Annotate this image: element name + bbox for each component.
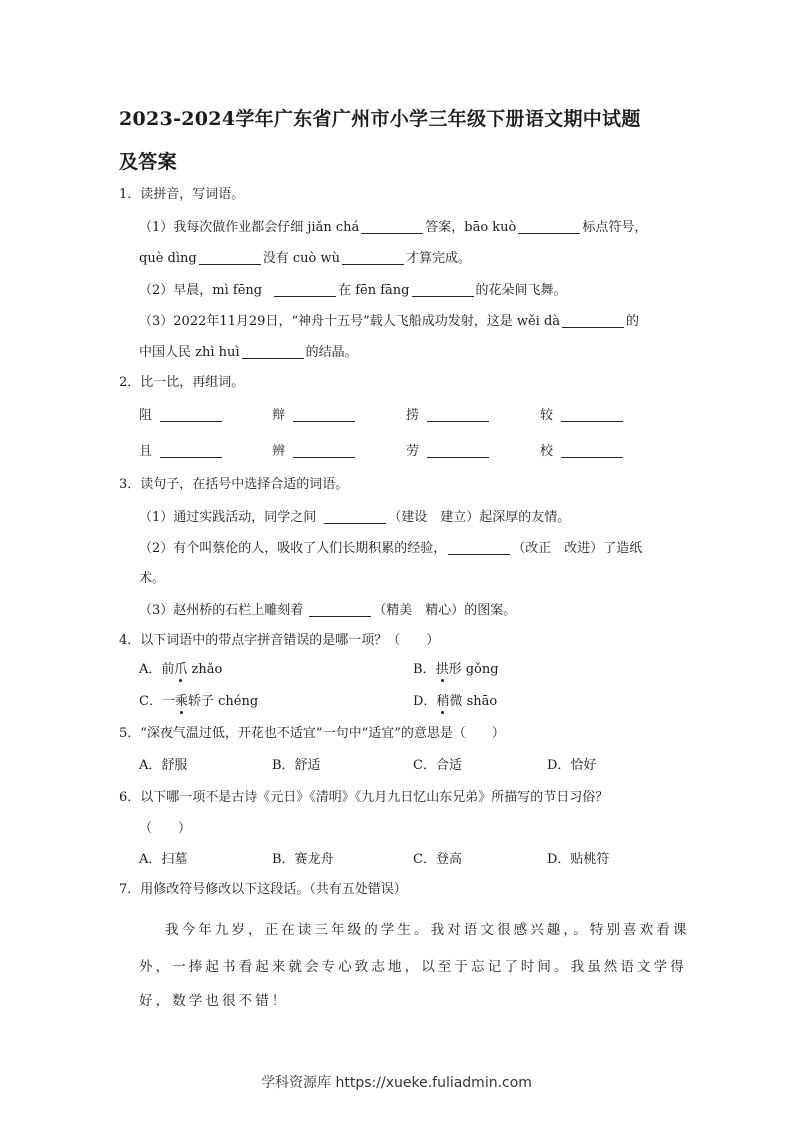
q1-sentence-3 [139, 313, 639, 330]
answer-blank[interactable] [562, 313, 624, 328]
q1-s2-text-c: 的花朵间飞舞。 [475, 283, 567, 298]
option-text: A．前 [139, 662, 175, 677]
q2-stem: 2．比一比，再组词。 [119, 375, 245, 390]
q2-item [540, 407, 625, 424]
q3-s3-text-a: （3）赵州桥的石栏上雕刻着 [139, 603, 304, 618]
dotted-char: 拱 [435, 662, 449, 677]
q1-sentence-1 [139, 219, 647, 236]
q1-s1-text-d: què dìng [139, 251, 197, 266]
answer-blank[interactable] [427, 443, 489, 458]
option-text: 形 gǒng [448, 662, 499, 677]
q1-s3-text-d: 的结晶。 [305, 345, 358, 360]
option-text: 微 shāo [449, 694, 498, 709]
q1-sentence-1-cont [139, 250, 471, 267]
q3-s3-text-b: （精美 精心）的图案。 [373, 603, 517, 618]
q2-item [139, 443, 224, 460]
q1-stem: 1．读拼音，写词语。 [119, 187, 245, 202]
q3-s2-text-a: （2）有个叫蔡伦的人，吸收了人们长期积累的经验， [139, 541, 447, 556]
answer-blank[interactable] [293, 407, 355, 422]
answer-blank[interactable] [518, 219, 580, 234]
answer-blank[interactable] [199, 250, 261, 265]
q7-paragraph-line-2: 外，一捧起书看起来就会专心致志地，以至于忘记了时间。我虽然语文学得 [139, 959, 687, 975]
answer-blank[interactable] [448, 540, 510, 555]
option-text: zhǎo [187, 662, 223, 677]
q2-item [139, 407, 224, 424]
q4-option-d[interactable] [413, 694, 497, 710]
q1-sentence-2 [139, 282, 567, 299]
answer-blank[interactable] [361, 219, 423, 234]
q5-option-c[interactable]: C．合适 [413, 758, 462, 773]
answer-blank[interactable] [160, 407, 222, 422]
option-text: C．一 [139, 694, 175, 709]
q6-option-d[interactable]: D．贴桃符 [547, 852, 610, 867]
option-text: B． [413, 662, 436, 677]
q5-option-b[interactable]: B．舒适 [272, 758, 321, 773]
q1-s1-text-b: 答案，bāo kuò [425, 220, 517, 235]
q1-s1-text-e: 没有 cuò wù [262, 251, 340, 266]
q3-sentence-2 [139, 540, 642, 557]
q2-char: 捞 [406, 408, 420, 423]
q7-paragraph-line-1: 我今年九岁，正在读三年级的学生。我对语文很感兴趣，。特别喜欢看课 [165, 922, 690, 938]
q4-option-a[interactable] [139, 662, 222, 678]
q2-item [272, 407, 357, 424]
q3-s1-text-a: （1）通过实践活动，同学之间 [139, 510, 317, 525]
q2-char: 较 [540, 408, 554, 423]
q4-option-c[interactable] [139, 694, 258, 710]
q1-s1-text-f: 才算完成。 [405, 251, 471, 266]
q1-s1-text-a: （1）我每次做作业都会仔细 jiǎn chá [139, 220, 360, 235]
answer-blank[interactable] [242, 344, 304, 359]
answer-blank[interactable] [412, 282, 474, 297]
q5-option-d[interactable]: D．恰好 [547, 758, 597, 773]
footer-watermark: 学科资源库 https://xueke.fuliadmin.com [261, 1075, 532, 1091]
q6-answer-paren: （ ） [139, 821, 192, 836]
q2-item [406, 443, 491, 460]
q6-option-b[interactable]: B．赛龙舟 [272, 852, 334, 867]
answer-blank[interactable] [561, 443, 623, 458]
q1-s1-text-c: 标点符号， [582, 220, 648, 235]
q3-stem: 3．读句子，在括号中选择合适的词语。 [119, 477, 349, 492]
answer-blank[interactable] [309, 602, 371, 617]
answer-blank[interactable] [274, 282, 336, 297]
answer-blank[interactable] [324, 509, 386, 524]
q2-char: 劳 [406, 444, 420, 459]
q2-item [272, 443, 357, 460]
q2-item [406, 407, 491, 424]
dotted-char: 乘 [174, 694, 188, 709]
q7-paragraph-line-3: 好，数学也很不错！ [139, 993, 289, 1009]
answer-blank[interactable] [293, 443, 355, 458]
q6-stem: 6．以下哪一项不是古诗《元日》《清明》《九月九日忆山东兄弟》所描写的节日习俗？ [119, 790, 609, 805]
q3-sentence-2-cont: 术。 [139, 571, 166, 586]
q6-option-c[interactable]: C．登高 [413, 852, 462, 867]
dotted-char: 爪 [174, 662, 188, 677]
answer-blank[interactable] [342, 250, 404, 265]
q1-s2-text-b: 在 fēn fāng [338, 283, 410, 298]
q4-stem: 4．以下词语中的带点字拼音错误的是哪一项？（ ） [119, 633, 440, 648]
page-title-continued: 及答案 [119, 151, 177, 173]
q2-item [540, 443, 625, 460]
q5-stem: 5．“深夜气温过低，开花也不适宜”一句中“适宜”的意思是（ ） [119, 726, 505, 741]
q3-s1-text-b: （建设 建立）起深厚的友情。 [388, 510, 571, 525]
q3-sentence-3 [139, 602, 516, 619]
q3-s2-text-b: （改正 改进）了造纸 [512, 541, 643, 556]
answer-blank[interactable] [427, 407, 489, 422]
answer-blank[interactable] [561, 407, 623, 422]
q5-option-a[interactable]: A．舒服 [139, 758, 188, 773]
q1-s3-text-c: 中国人民 zhì huì [139, 345, 240, 360]
q6-option-a[interactable]: A．扫墓 [139, 852, 188, 867]
q1-s3-text-a: （3）2022年11月29日，“神舟十五号”载人飞船成功发射，这是 wěi dà [139, 314, 561, 329]
option-text: D． [413, 694, 437, 709]
q4-option-b[interactable] [413, 662, 499, 678]
q2-char: 辩 [272, 408, 286, 423]
q2-char: 校 [540, 444, 554, 459]
q2-char: 辨 [272, 444, 286, 459]
q2-char: 阻 [139, 408, 153, 423]
q1-sentence-3-cont [139, 344, 358, 361]
option-text: 轿子 chéng [187, 694, 259, 709]
q3-sentence-1 [139, 509, 570, 526]
q2-char: 且 [139, 444, 153, 459]
answer-blank[interactable] [160, 443, 222, 458]
q7-stem: 7．用修改符号修改以下这段话。（共有五处错误） [119, 882, 407, 897]
dotted-char: 稍 [436, 694, 450, 709]
q1-s3-text-b: 的 [626, 314, 640, 329]
q1-s2-text-a: （2）早晨，mì fēng [139, 283, 263, 298]
page-title: 2023-2024学年广东省广州市小学三年级下册语文期中试题 [119, 108, 641, 130]
